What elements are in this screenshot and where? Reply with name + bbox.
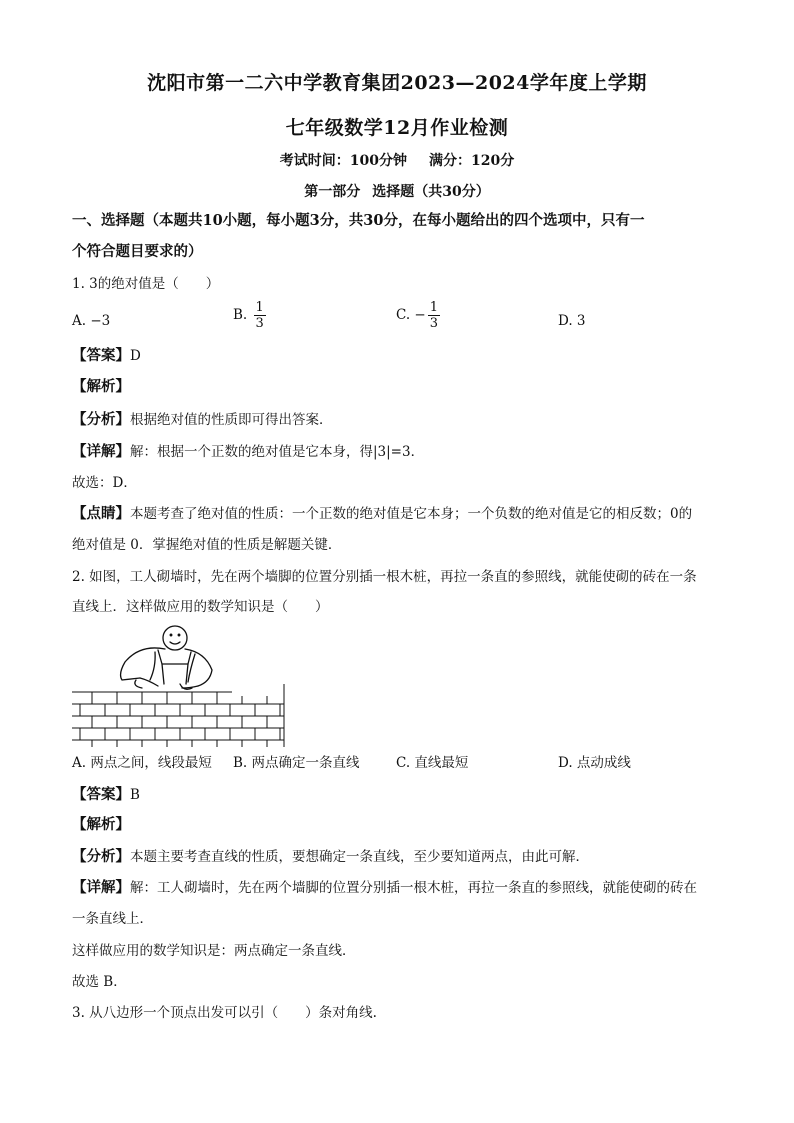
q1-answer xyxy=(72,346,141,366)
full-score: 满分：120分 xyxy=(429,153,515,169)
q1-dianjing-line1 xyxy=(72,504,692,524)
q1-fenxi xyxy=(72,410,333,430)
dianjing-tag: 【点睛】 xyxy=(72,505,130,522)
section-subtitle: 选择题（共30分） xyxy=(372,184,490,200)
dianjing-text: 本题考查了绝对值的性质：一个正数的绝对值是它本身；一个负数的绝对值是它的相反数；0的 xyxy=(130,506,693,522)
answer-tag: 【答案】 xyxy=(72,347,130,364)
exam-meta xyxy=(0,150,794,170)
q2-answer xyxy=(72,785,140,805)
q1-option-c xyxy=(396,300,440,331)
q1-option-d: D. 3 xyxy=(558,313,586,329)
q2-choose: 故选 B． xyxy=(72,974,127,990)
fenxi-text: 根据绝对值的性质即可得出答案． xyxy=(130,412,333,428)
exam-title-line2: 七年级数学12月作业检测 xyxy=(285,117,509,139)
q1-option-b xyxy=(233,300,266,331)
part1-heading-line1: 一、选择题（本题共10小题，每小题3分，共30分，在每小题给出的四个选项中，只有一 xyxy=(72,212,645,229)
bricklayer-figure xyxy=(70,622,290,747)
fraction-denominator: 3 xyxy=(429,316,439,331)
q1-xiangjie xyxy=(72,442,424,462)
q1-option-c-fraction xyxy=(428,300,440,331)
xiangjie-text: 解：根据一个正数的绝对值是它本身，得|3|=3． xyxy=(130,444,425,460)
fraction-numerator: 1 xyxy=(255,300,264,315)
answer-value: B xyxy=(130,787,140,803)
exam-time: 考试时间：100分钟 xyxy=(279,153,407,169)
section-heading xyxy=(0,181,794,201)
xiangjie-tag: 【详解】 xyxy=(72,879,130,896)
fenxi-tag: 【分析】 xyxy=(72,411,130,428)
fenxi-text: 本题主要考查直线的性质，要想确定一条直线，至少要知道两点，由此可解． xyxy=(130,849,589,865)
q1-option-a: A. −3 xyxy=(72,313,111,329)
q1-analysis-tag: 【解析】 xyxy=(72,378,130,395)
fraction-denominator: 3 xyxy=(255,316,264,331)
section-title: 第一部分 xyxy=(304,184,361,200)
q2-stem-line1: 2. 如图，工人砌墙时，先在两个墙脚的位置分别插一根木桩，再拉一条直的参照线，就能使砌的砖在一条 xyxy=(72,569,697,585)
q2-option-a: A. 两点之间，线段最短 xyxy=(72,755,212,771)
brick-wall xyxy=(72,684,284,747)
xiangjie-tag: 【详解】 xyxy=(72,443,130,460)
q1-choose: 故选：D． xyxy=(72,475,137,491)
q2-xiangjie-line1 xyxy=(72,878,697,898)
q2-conclusion: 这样做应用的数学知识是：两点确定一条直线． xyxy=(72,943,356,959)
q1-dianjing-line2: 绝对值是 0．掌握绝对值的性质是解题关键． xyxy=(72,537,342,553)
q1-option-b-fraction xyxy=(254,300,266,331)
worker-head xyxy=(163,626,187,650)
q2-option-c: C. 直线最短 xyxy=(396,755,469,771)
exam-title-line1: 沈阳市第一二六中学教育集团2023—2024学年度上学期 xyxy=(147,72,647,94)
fraction-numerator: 1 xyxy=(429,300,439,315)
answer-tag: 【答案】 xyxy=(72,786,130,803)
worker-right-arm xyxy=(185,649,212,686)
q2-fenxi xyxy=(72,847,589,867)
q1-stem: 1. 3的绝对值是（ ） xyxy=(72,276,220,292)
q2-stem-line2: 直线上．这样做应用的数学知识是（ ） xyxy=(72,599,329,615)
q1-option-b-prefix: B. xyxy=(233,307,248,323)
q3-stem: 3. 从八边形一个顶点出发可以引（ ）条对角线. xyxy=(72,1005,377,1021)
q1-option-c-prefix: C. − xyxy=(396,307,426,323)
fenxi-tag: 【分析】 xyxy=(72,848,130,865)
xiangjie-text: 解：工人砌墙时，先在两个墙脚的位置分别插一根木桩，再拉一条直的参照线，就能使砌的砖在 xyxy=(130,880,697,896)
q2-option-d: D. 点动成线 xyxy=(558,755,631,771)
q2-xiangjie-line2: 一条直线上． xyxy=(72,911,153,927)
part1-heading-line2: 个符合题目要求的） xyxy=(72,243,203,260)
q2-option-b: B. 两点确定一条直线 xyxy=(233,755,360,771)
q2-analysis-tag: 【解析】 xyxy=(72,816,130,833)
answer-value: D xyxy=(130,348,141,364)
